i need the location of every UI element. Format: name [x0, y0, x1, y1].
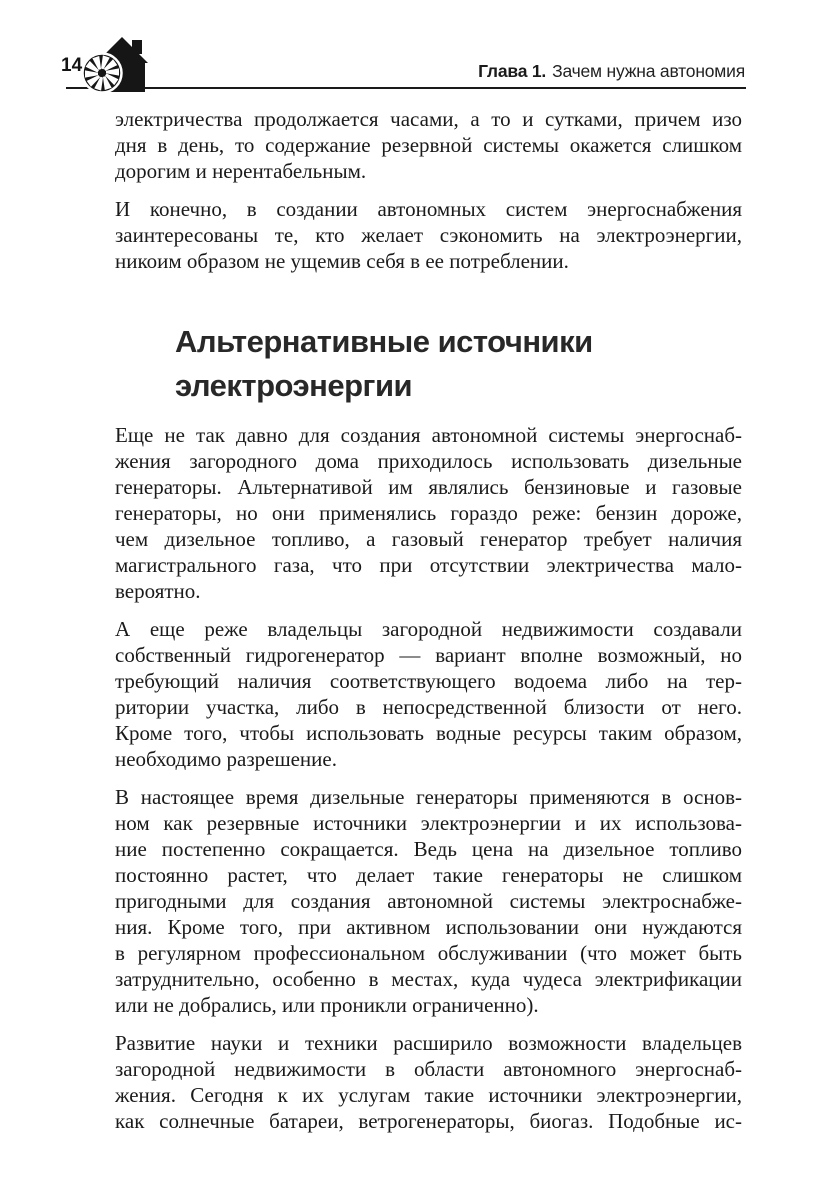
text-line: дорогим и нерентабельным. [115, 159, 367, 183]
text-line: собственный гидрогенератор — вариант вполне возможный, но [115, 643, 742, 667]
text-line: требующий наличия соответствующего водоема либо на тер- [115, 669, 742, 693]
section-heading [175, 320, 742, 408]
text-line: В настоящее время дизельные генераторы применяются в основ- [115, 785, 742, 809]
text-line: заинтересованы те, кто желает сэкономить на электроэнергии, [115, 223, 742, 247]
text-line: как солнечные батареи, ветрогенераторы, биогаз. Подобные ис- [115, 1109, 742, 1133]
text-line: пригодными для создания автономной системы электроснабже- [115, 889, 742, 913]
text-line: ния. Кроме того, при активном использовании они нуждаются [115, 915, 742, 939]
paragraph [115, 422, 742, 604]
text-line: генераторы. Альтернативой им являлись бензиновые и газовые [115, 475, 742, 499]
house-sun-icon [76, 36, 152, 99]
page-number: 14 [61, 55, 83, 76]
text-line: загородной недвижимости в области автономного энергоснаб- [115, 1057, 742, 1081]
text-line: в регулярном профессиональном обслуживании (что может быть [115, 941, 742, 965]
text-line: магистрального газа, что при отсутствии электричества мало- [115, 553, 742, 577]
text-line: вероятно. [115, 579, 201, 603]
paragraph [115, 196, 742, 274]
paragraph [115, 784, 742, 1018]
text-line: электричества продолжается часами, а то и сутками, причем изо [115, 107, 742, 131]
paragraphs-after-heading [115, 422, 742, 1134]
text-line: ние постепенно сокращается. Ведь цена на дизельное топливо [115, 837, 742, 861]
body-text [115, 106, 742, 1146]
text-line: или не добрались, или проникли ограниченно). [115, 993, 539, 1017]
header-rule [66, 87, 746, 89]
text-line: ритории участка, либо в непосредственной близости от него. [115, 695, 742, 719]
text-line: затруднительно, особенно в местах, куда чудеса электрификации [115, 967, 742, 991]
text-line: никоим образом не ущемив себя в ее потреблении. [115, 249, 569, 273]
paragraph [115, 106, 742, 184]
text-line: жения загородного дома приходилось использовать дизельные [115, 449, 742, 473]
section-heading-line: электроэнергии [175, 368, 413, 403]
paragraphs-before-heading [115, 106, 742, 274]
text-line: Развитие науки и техники расширило возможности владельцев [115, 1031, 742, 1055]
text-line: Кроме того, чтобы использовать водные ресурсы таким образом, [115, 721, 742, 745]
chapter-number-label: Глава 1. [478, 61, 547, 81]
paragraph [115, 1030, 742, 1134]
text-line: дня в день, то содержание резервной системы окажется слишком [115, 133, 742, 157]
text-line: чем дизельное топливо, а газовый генератор требует наличия [115, 527, 742, 551]
text-line: А еще реже владельцы загородной недвижимости создавали [115, 617, 742, 641]
section-heading-line: Альтернативные источники [175, 324, 593, 359]
text-line: необходимо разрешение. [115, 747, 337, 771]
chapter-header [478, 61, 745, 82]
paragraph [115, 616, 742, 772]
text-line: ном как резервные источники электроэнергии и их использова- [115, 811, 742, 835]
text-line: генераторы, но они применялись гораздо реже: бензин дороже, [115, 501, 742, 525]
chapter-title: Зачем нужна автономия [552, 61, 745, 81]
text-line: И конечно, в создании автономных систем энергоснабжения [115, 197, 742, 221]
text-line: Еще не так давно для создания автономной системы энергоснаб- [115, 423, 742, 447]
text-line: постоянно растет, что делает такие генераторы не слишком [115, 863, 742, 887]
running-head [0, 0, 817, 92]
text-line: жения. Сегодня к их услугам такие источники электроэнергии, [115, 1083, 742, 1107]
